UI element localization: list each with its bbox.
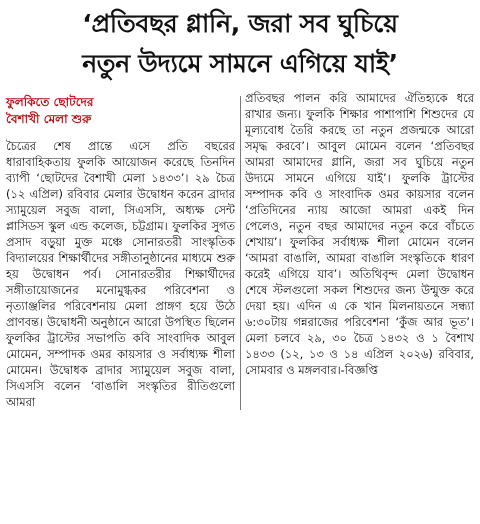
headline-line-1: ‘প্রতিবছর গ্লানি, জরা সব ঘুচিয়ে [82,9,398,38]
right-column [245,90,474,410]
headline-line-2: নতুন উদ্যমে সামনে এগিয়ে যাই’ [82,49,398,78]
subheadline-line-1: ফুলকিতে ছোটদের [6,95,94,109]
subheadline-line-2: বৈশাখী মেলা শুরু [6,112,92,126]
subheadline [6,94,235,128]
right-column-body: প্রতিবছর পালন করি আমাদের ঐতিহ্যকে ধরে রাখার জন্য। ফুলকি শিক্ষার পাশাপাশি শিশুদের যে মূল্যবোধ তৈরি করছে তা নতুন প্রজন্মকে আরো সমৃদ্ধ করবে’। আবুল মোমেন বলেন ‘প্রতিবছর আমরা আমাদের গ্লানি, জরা সব ঘুচিয়ে নতুন উদ্যমে সামনে এগিয়ে যাই’। ফুলকি ট্রাস্টের সম্পাদক কবি ও সাংবাদিক ওমর কায়সার বলেন ‘প্রতিদিনের ন্যায় আজো আমরা একই দিন পেলেও, নতুন বছর আমাদের নতুন করে বাঁচতে শেখায়’। ফুলকির সর্বাধ্যক্ষ শীলা মোমেন বলেন ‘আমরা বাঙালি, আমরা বাঙালি সংস্কৃতিকে ধারণ করেই এগিয়ে যাব’। অতিথিবৃন্দ মেলা উদ্বোধন শেষে স্টলগুলো সকল শিশুদের জন্য উন্মুক্ত করে দেয়া হয়। এদিন এ কে খান মিলনায়তনে সন্ধ্যা ৬:৩০টায় গন্নরাজের পরিবেশনা ‘কুঁজ আর ভূত’। মেলা চলবে ২৯, ৩০ চৈত্র ১৪৩২ ও ১ বৈশাখ ১৪৩৩ (১২, ১৩ ও ১৪ এপ্রিল ২০২৬) রবিবার, সোমবার ও মঙ্গলবার।-বিজ্ঞপ্তি [245,91,474,377]
left-column-body: চৈত্রের শেষ প্রান্তে এসে প্রতি বছরের ধারাবাহিকতায় ফুলকি আয়োজন করেছে তিনদিন ব্যাপী ‘ছোটদের বৈশাখী মেলা ১৪৩৩’। ২৯ চৈত্র (১২ এপ্রিল) রবিবার মেলার উদ্বোধন করেন ব্রাদার স্যামুয়েল সবুজ বালা, সিএসসি, অধ্যক্ষ সেন্ট প্লাসিডস স্কুল এন্ড কলেজ, চট্টগ্রাম। ফুলকির সুগত প্রসাদ বড়ুয়া মুক্ত মঞ্চে সোনারতরী সাংস্কৃতিক বিদ্যালয়ের শিক্ষার্থীদের সঙ্গীতানুষ্ঠানের মাধ্যমে শুরু হয় উদ্বোধন পর্ব। সোনারতরীর শিক্ষার্থীদের সঙ্গীতায়োজনের মনোমুগ্ধকর পরিবেশনা ও নৃত্যাঞ্জলির পরিবেশনায় মেলা প্রাঙ্গণ হয়ে উঠে প্রাণবন্ত। উদ্বোধনী অনুষ্ঠানে আরো উপস্থিত ছিলেন ফুলকির ট্রাস্টের সভাপতি কবি সাংবাদিক আবুল মোমেন, সম্পাদক ওমর কায়সার ও সর্বাধ্যক্ষ শীলা মোমেন। উদ্বোধক ব্রাদার স্যামুয়েল সবুজ বালা, সিএসসি বলেন ‘বাঙালি সংস্কৃতির রীতিগুলো আমরা [6,139,235,409]
column-divider [240,96,241,410]
article-columns [6,90,474,410]
headline [6,4,474,84]
left-column [6,90,235,410]
